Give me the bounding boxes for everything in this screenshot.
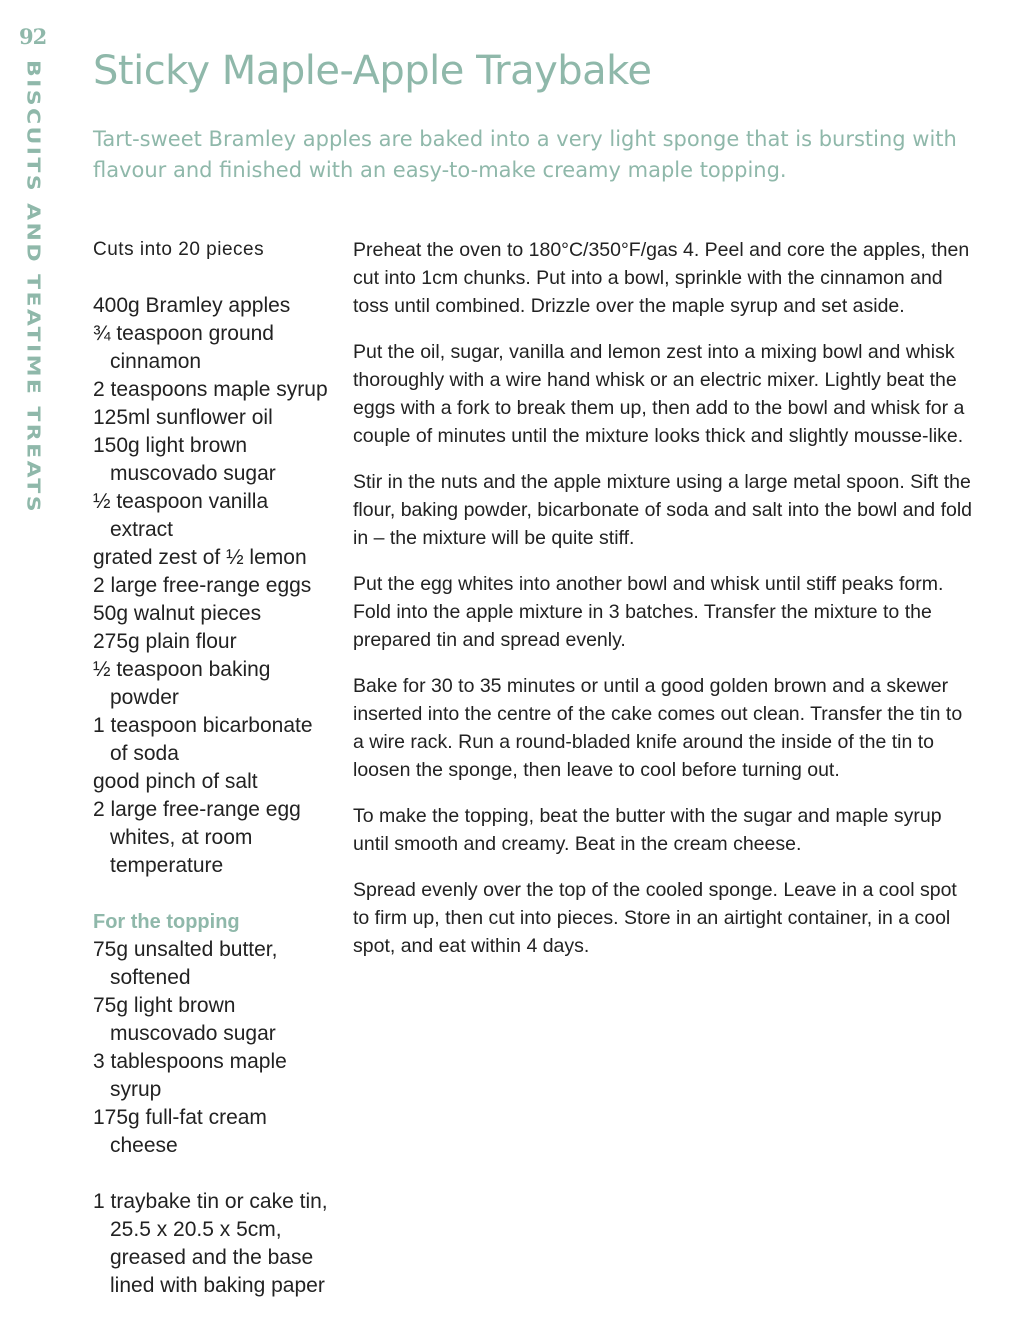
page-number: 92 (19, 24, 47, 49)
ingredient-item: 150g light brown muscovado sugar (93, 434, 276, 485)
topping-item: 75g light brown muscovado sugar (93, 994, 276, 1045)
ingredient-item: ¾ teaspoon ground cinnamon (93, 322, 274, 373)
method-step: Put the egg whites into another bowl and whisk until stiff peaks form. Fold into the apple mixture in 3 batches. Transfer the mixture to the prepared tin and spread evenly. (353, 573, 944, 651)
ingredient-item: good pinch of salt (93, 770, 258, 793)
section-title: BISCUITS AND TEATIME TREATS (22, 60, 44, 514)
ingredient-list (93, 292, 333, 880)
method-column (353, 236, 978, 978)
method-step: Bake for 30 to 35 minutes or until a good golden brown and a skewer inserted into the centre of the cake comes out clean. Transfer the tin to a wire rack. Run a round-bladed knife around the inside of the tin to loosen the sponge, then leave to cool before turning out. (353, 675, 963, 781)
serves-text: Cuts into 20 pieces (93, 239, 265, 260)
ingredient-item: 400g Bramley apples (93, 294, 291, 317)
recipe-title: Sticky Maple-Apple Traybake (93, 48, 652, 94)
section-title-wrap (22, 60, 48, 514)
method-step: Put the oil, sugar, vanilla and lemon zest into a mixing bowl and whisk thoroughly with a wire hand whisk or an electric mixer. Lightly beat the eggs with a fork to break them up, then add to the bowl and whisk for a couple of minutes until the mixture looks thick and slightly mousse-like. (353, 341, 965, 447)
method-step: Spread evenly over the top of the cooled sponge. Leave in a cool spot to firm up, then cut into pieces. Store in an airtight container, in a cool spot, and eat within 4 days. (353, 879, 957, 957)
method-step: To make the topping, beat the butter with the sugar and maple syrup until smooth and creamy. Beat in the cream cheese. (353, 805, 942, 855)
ingredient-item: 2 large free-range eggs (93, 574, 312, 597)
ingredient-item: 275g plain flour (93, 630, 237, 653)
topping-heading: For the topping (93, 911, 240, 933)
ingredient-item: ½ teaspoon baking powder (93, 658, 271, 709)
ingredient-item: ½ teaspoon vanilla extract (93, 490, 269, 541)
method-step: Stir in the nuts and the apple mixture using a large metal spoon. Sift the flour, baking powder, bicarbonate of soda and salt into the bowl and fold in – the mixture will be quite stiff. (353, 471, 973, 549)
equipment-text: 1 traybake tin or cake tin, 25.5 x 20.5 x 5cm, greased and the base lined with baking paper (93, 1190, 328, 1297)
topping-item: 75g unsalted butter, softened (93, 938, 278, 989)
ingredient-item: 1 teaspoon bicarbonate of soda (93, 714, 313, 765)
topping-item: 175g full-fat cream cheese (93, 1106, 267, 1157)
recipe-intro: Tart-sweet Bramley apples are baked into a very light sponge that is bursting with flavour and finished with an easy-to-make creamy maple topping. (93, 127, 957, 182)
method-step: Preheat the oven to 180°C/350°F/gas 4. Peel and core the apples, then cut into 1cm chunks. Put into a bowl, sprinkle with the cinnamon and toss until combined. Drizzle over the maple syrup and set aside. (353, 239, 970, 317)
ingredient-item: 2 large free-range egg whites, at room temperature (93, 798, 301, 877)
ingredient-item: 125ml sunflower oil (93, 406, 273, 429)
ingredient-item: 50g walnut pieces (93, 602, 262, 625)
ingredient-item: grated zest of ½ lemon (93, 546, 307, 569)
topping-item: 3 tablespoons maple syrup (93, 1050, 287, 1101)
topping-list (93, 936, 333, 1160)
ingredient-item: 2 teaspoons maple syrup (93, 378, 328, 401)
ingredients-column (93, 236, 333, 1300)
